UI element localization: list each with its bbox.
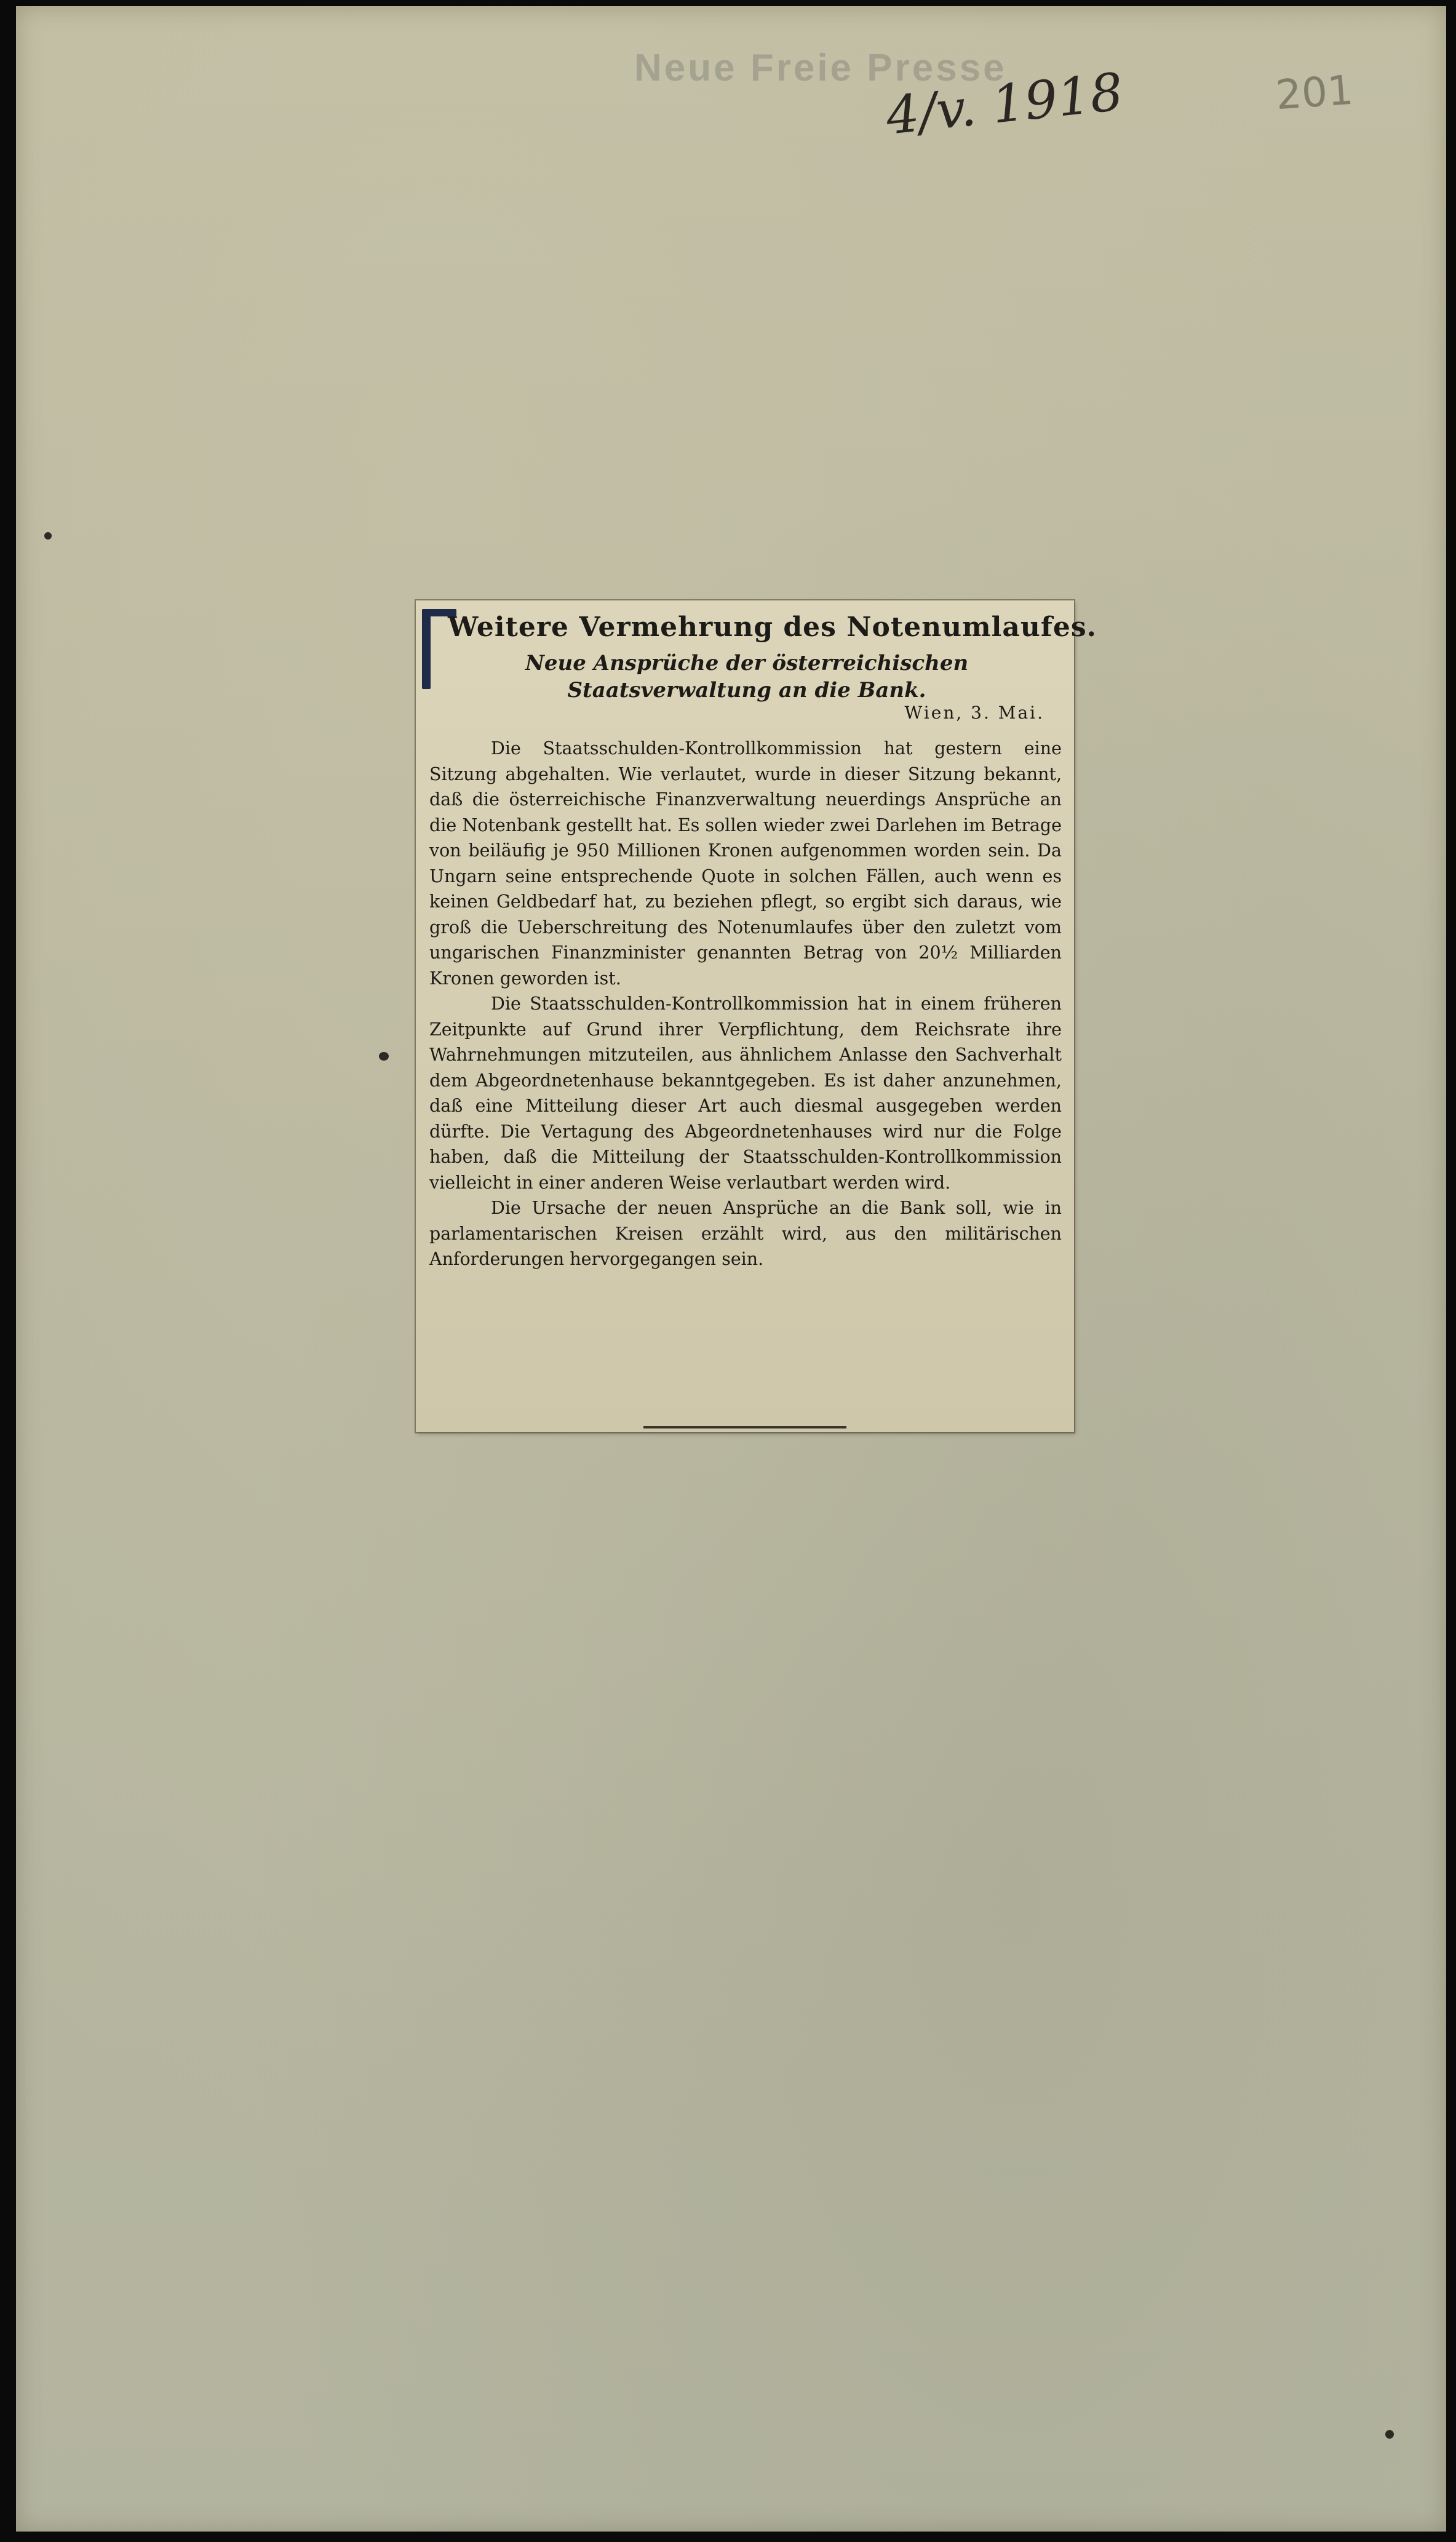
article-paragraph: Die Ursache der neuen Ansprüche an die Bank soll, wie in parlamentarischen Kreisen erzählt wird, aus den militärischen Anforderungen hervorgegangen sein. (429, 1198, 1062, 1269)
article-headline: Weitere Vermehrung des Notenumlaufes. (448, 612, 1097, 643)
archive-sheet (16, 6, 1446, 2532)
handwritten-date: 4/v. 1918 (883, 61, 1126, 146)
folio-number: 201 (1274, 66, 1355, 119)
article-dateline: Wien, 3. Mai. (904, 703, 1044, 723)
article-paragraph: Die Staatsschulden-Kontrollkommission hat in einem früheren Zeitpunkte auf Grund ihrer Verpflichtung, dem Reichsrate ihre Wahrnehmungen mitzuteilen, aus ähnlichem Anlasse den Sachverhalt dem Abgeordnetenhause bekanntgegeben. Es ist daher anzunehmen, daß eine Mitteilung dieser Art auch diesmal ausgegeben werden dürfte. Die Vertagung des Abgeordnetenhauses wird nur die Folge haben, daß die Mitteilung der Staatsschulden-Kontrollkommission vielleicht in einer anderen Weise verlautbart werden wird. (429, 994, 1062, 1193)
blue-pencil-mark (422, 609, 431, 689)
paper-spot (379, 1052, 389, 1061)
newspaper-clipping (416, 600, 1097, 1432)
end-rule (643, 1426, 846, 1428)
article-body (429, 736, 1062, 1272)
newspaper-stamp: Neue Freie Presse (634, 47, 1007, 89)
article-subheadline: Neue Ansprüche der österreichischen Staatsverwaltung an die Bank. (525, 651, 969, 703)
paper-spot (1385, 2430, 1394, 2439)
article-paragraph: Die Staatsschulden-Kontrollkommission hat gestern eine Sitzung abgehalten. Wie verlautet, wurde in dieser Sitzung bekannt, daß die österreichische Finanzverwaltung neuerdings Ansprüche an die Notenbank gestellt hat. Es sollen wieder zwei Darlehen im Betrage von beiläufig je 950 Millionen Kronen aufgenommen worden sein. Da Ungarn seine entsprechende Quote in solchen Fällen, auch wenn es keinen Geldbedarf hat, zu beziehen pflegt, so ergibt sich daraus, wie groß die Ueberschreitung des Notenumlaufes über den zuletzt vom ungarischen Finanzminister genannten Betrag von 20½ Milliarden Kronen geworden ist. (429, 738, 1062, 989)
paper-spot (44, 532, 52, 540)
